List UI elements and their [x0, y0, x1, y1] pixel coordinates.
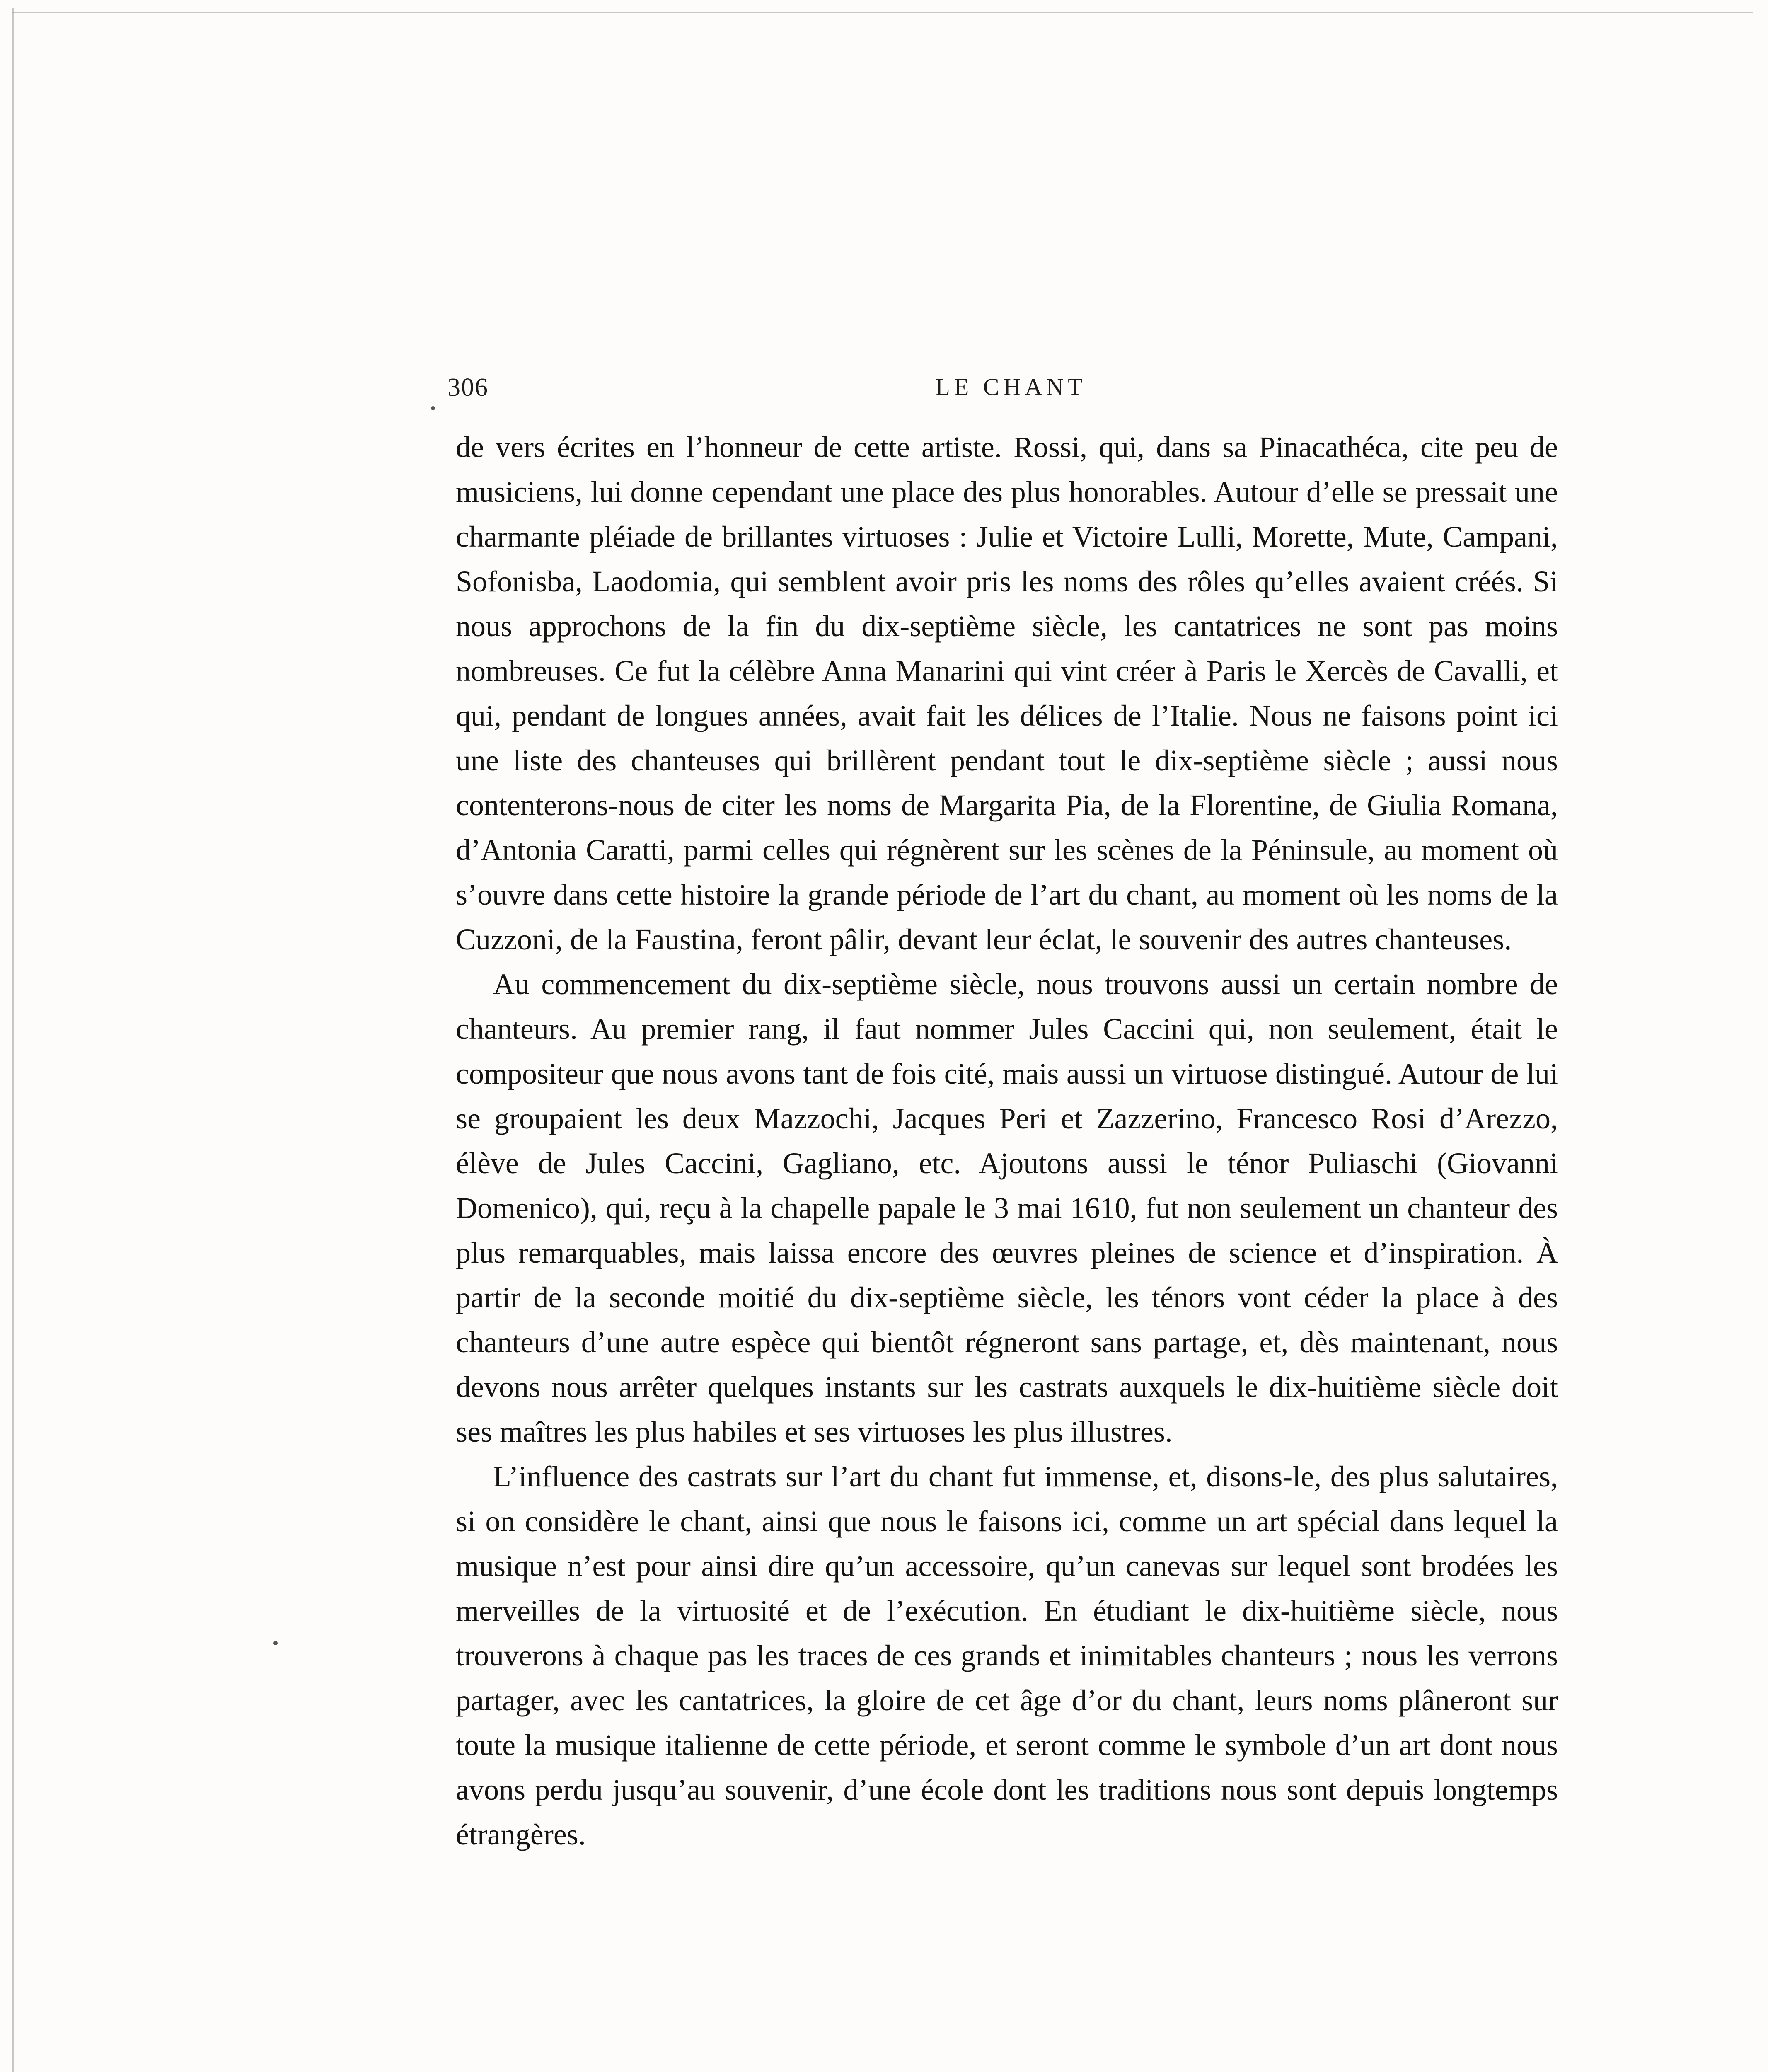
page-edge-top: [12, 12, 1753, 13]
page-number: 306: [447, 373, 489, 402]
running-head: [447, 373, 1575, 410]
paragraph: L’influence des castrats sur l’art du chant fut immense, et, disons-le, des plus salutaires, si on considère le chant, ainsi que nous le faisons ici, comme un art spécial dans lequel la musique n’est pour ainsi dire qu’un accessoire, qu’un canevas sur lequel sont brodées les merveilles de la virtuosité et de l’exécution. En étudiant le dix-huitième siècle, nous trouverons à chaque pas les traces de ces grands et inimitables chanteurs ; nous les verrons partager, avec les cantatrices, la gloire de cet âge d’or du chant, leurs noms plâneront sur toute la musique italienne de cette période, et seront comme le symbole d’un art dont nous avons perdu jusqu’au souvenir, d’une école dont les traditions nous sont depuis longtemps étrangères.: [456, 1460, 1558, 1851]
paragraph: de vers écrites en l’honneur de cette artiste. Rossi, qui, dans sa Pinacathéca, cite peu de musiciens, lui donne cependant une place des plus honorables. Autour d’elle se pressait une charmante pléiade de brillantes virtuoses : Julie et Victoire Lulli, Morette, Mute, Campani, Sofonisba, Laodomia, qui semblent avoir pris les noms des rôles qu’elles avaient créés. Si nous approchons de la fin du dix-septième siècle, les cantatrices ne sont pas moins nombreuses. Ce fut la célèbre Anna Manarini qui vint créer à Paris le Xercès de Cavalli, et qui, pendant de longues années, avait fait les délices de l’Italie. Nous ne faisons point ici une liste des chanteuses qui brillèrent pendant tout le dix-septième siècle ; aussi nous contenterons-nous de citer les noms de Margarita Pia, de la Florentine, de Giulia Romana, d’Antonia Caratti, parmi celles qui régnèrent sur les scènes de la Péninsule, au moment où s’ouvre dans cette histoire la grande période de l’art du chant, au moment où les noms de la Cuzzoni, de la Faustina, feront pâlir, devant leur éclat, le souvenir des autres chanteuses.: [456, 431, 1558, 956]
page-edge-left: [12, 8, 14, 2072]
ink-speck: [431, 406, 435, 410]
running-title: LE CHANT: [935, 373, 1087, 400]
ink-speck: [273, 1641, 278, 1645]
paragraph: Au commencement du dix-septième siècle, nous trouvons aussi un certain nombre de chanteurs. Au premier rang, il faut nommer Jules Caccini qui, non seulement, était le compositeur que nous avons tant de fois cité, mais aussi un virtuose distingué. Autour de lui se groupaient les deux Mazzochi, Jacques Peri et Zazzerino, Francesco Rosi d’Arezzo, élève de Jules Caccini, Gagliano, etc. Ajoutons aussi le ténor Puliaschi (Giovanni Domenico), qui, reçu à la chapelle papale le 3 mai 1610, fut non seulement un chanteur des plus remarquables, mais laissa encore des œuvres pleines de science et d’inspiration. À partir de la seconde moitié du dix-septième siècle, les ténors vont céder la place à des chanteurs d’une autre espèce qui bientôt régneront sans partage, et, dès maintenant, nous devons nous arrêter quelques instants sur les castrats auxquels le dix-huitième siècle doit ses maîtres les plus habiles et ses virtuoses les plus illustres.: [456, 968, 1558, 1448]
main-text: [456, 425, 1558, 1857]
